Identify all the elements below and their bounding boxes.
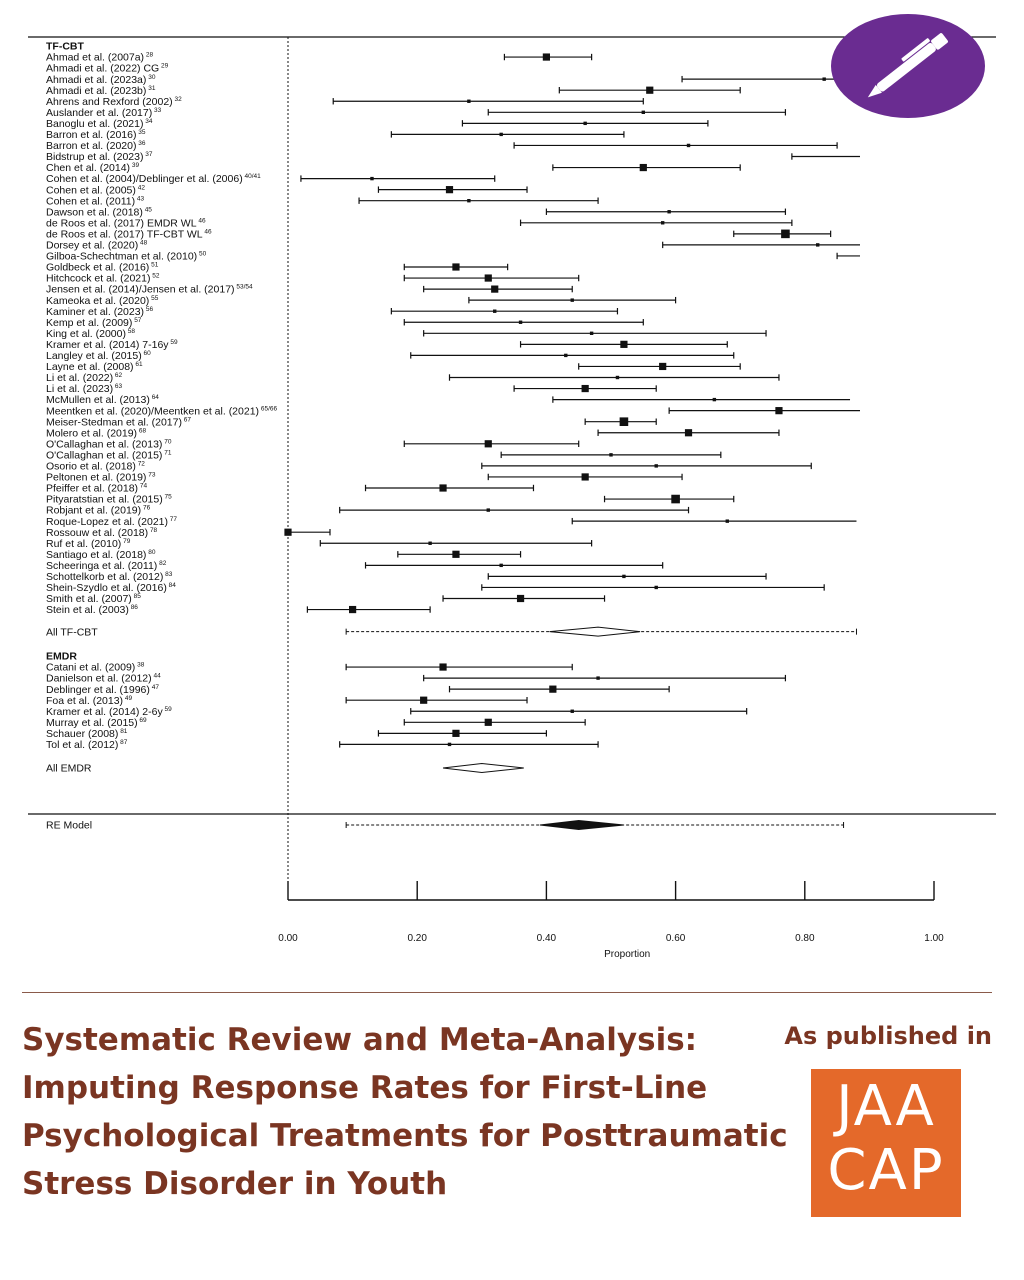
point-estimate	[499, 564, 502, 567]
point-estimate	[571, 298, 574, 301]
summary-diamond	[550, 627, 640, 636]
study-label: de Roos et al. (2017) EMDR WL $^{46}$	[46, 217, 206, 230]
study-label: Layne et al. (2008) $^{61}$	[46, 361, 143, 374]
point-estimate	[661, 221, 664, 224]
point-estimate	[642, 111, 645, 114]
study-label: Tol et al. (2012) $^{87}$	[46, 739, 128, 751]
published-in-label: As published in	[784, 1022, 992, 1050]
study-label: Auslander et al. (2017) $^{33}$	[46, 106, 162, 119]
group-title-emdr: EMDR	[46, 650, 77, 663]
study-label: Roque-Lopez et al. (2021) $^{77}$	[46, 515, 178, 528]
point-estimate	[655, 586, 658, 589]
study-label: Molero et al. (2019) $^{68}$	[46, 427, 147, 440]
study-label: Kaminer et al. (2023) $^{56}$	[46, 305, 154, 318]
point-estimate	[582, 385, 589, 392]
point-estimate	[349, 606, 356, 613]
point-estimate	[685, 429, 692, 436]
point-estimate	[485, 719, 492, 726]
point-estimate	[452, 730, 459, 737]
study-label: Schauer (2008) $^{81}$	[46, 727, 128, 740]
study-label: Catani et al. (2009) $^{38}$	[46, 661, 145, 674]
study-label: Meiser-Stedman et al. (2017) $^{67}$	[46, 416, 192, 429]
study-label: Shein-Szydlo et al. (2016) $^{84}$	[46, 582, 176, 595]
study-label: Li et al. (2022) $^{62}$	[46, 372, 123, 385]
study-label: Cohen et al. (2005) $^{42}$	[46, 184, 145, 197]
study-label: Li et al. (2023) $^{63}$	[46, 383, 123, 396]
point-estimate	[622, 575, 625, 578]
study-label: Cohen et al. (2011) $^{43}$	[46, 195, 145, 208]
point-estimate	[775, 407, 782, 414]
study-label: McMullen et al. (2013) $^{64}$	[46, 394, 159, 407]
study-label: Barron et al. (2016) $^{35}$	[46, 129, 146, 141]
study-label: Ahmadi et al. (2022) CG $^{29}$	[46, 62, 169, 75]
point-estimate	[620, 341, 627, 348]
point-estimate	[491, 286, 498, 293]
study-label: Scheeringa et al. (2011) $^{82}$	[46, 559, 167, 572]
point-estimate	[517, 595, 524, 602]
study-label: Stein et al. (2003) $^{86}$	[46, 604, 138, 617]
point-estimate	[439, 484, 446, 491]
summary-label: All TF-CBT	[46, 626, 98, 639]
point-estimate	[781, 230, 790, 239]
article-title: Systematic Review and Meta-Analysis: Imputing Response Rates for First-Line Psychological Treatments for Posttraumatic Stress Disorder in Youth	[22, 1022, 788, 1202]
point-estimate	[822, 77, 825, 80]
study-label: Jensen et al. (2014)/Jensen et al. (2017) $^{53/54}$	[46, 283, 253, 296]
point-estimate	[448, 743, 451, 746]
study-label: Ahmadi et al. (2023a) $^{30}$	[46, 73, 156, 86]
study-label: Ruf et al. (2010) $^{79}$	[46, 537, 131, 550]
point-estimate	[487, 508, 490, 511]
study-label: Pityaratstian et al. (2015) $^{75}$	[46, 493, 172, 506]
study-label: Pfeiffer et al. (2018) $^{74}$	[46, 482, 148, 495]
point-estimate	[816, 243, 819, 246]
study-label: Langley et al. (2015) $^{60}$	[46, 350, 151, 362]
study-label: O'Callaghan et al. (2013) $^{70}$	[46, 438, 172, 451]
summary-label: All EMDR	[46, 762, 92, 775]
point-estimate	[596, 676, 599, 679]
point-estimate	[726, 519, 729, 522]
x-tick-label: 0.40	[536, 933, 557, 944]
x-tick-label: 0.60	[665, 933, 686, 944]
study-label: de Roos et al. (2017) TF-CBT WL $^{46}$	[46, 228, 212, 241]
point-estimate	[493, 310, 496, 313]
point-estimate	[620, 417, 629, 426]
point-estimate	[713, 398, 716, 401]
point-estimate	[582, 473, 589, 480]
study-label: Smith et al. (2007) $^{85}$	[46, 593, 141, 606]
point-estimate	[655, 464, 658, 467]
study-label: Robjant et al. (2019) $^{76}$	[46, 504, 151, 517]
overall-label: RE Model	[46, 819, 93, 832]
study-label: Bidstrup et al. (2023) $^{37}$	[46, 151, 153, 164]
point-estimate	[659, 363, 666, 370]
study-label: Peltonen et al. (2019) $^{73}$	[46, 471, 156, 484]
point-estimate	[543, 53, 550, 60]
x-tick-label: 0.20	[407, 933, 427, 944]
study-label: Santiago et al. (2018) $^{80}$	[46, 548, 156, 561]
study-label: Foa et al. (2013) $^{49}$	[46, 694, 133, 707]
point-estimate	[467, 100, 470, 103]
study-label: Dawson et al. (2018) $^{45}$	[46, 206, 152, 219]
point-estimate	[485, 440, 492, 447]
point-estimate	[370, 177, 373, 180]
point-estimate	[549, 686, 556, 693]
jaacap-logo: JAA CAP	[811, 1069, 961, 1217]
point-estimate	[519, 321, 522, 324]
study-label: Gilboa-Schechtman et al. (2010) $^{50}$	[46, 250, 207, 263]
study-label: Goldbeck et al. (2016) $^{51}$	[46, 261, 159, 274]
study-label: Kramer et al. (2014) 7-16y $^{59}$	[46, 338, 178, 351]
point-estimate	[687, 144, 690, 147]
group-title-tfcbt: TF-CBT	[46, 40, 84, 53]
point-estimate	[446, 186, 453, 193]
point-estimate	[571, 710, 574, 713]
point-estimate	[452, 263, 459, 270]
point-estimate	[499, 133, 502, 136]
point-estimate	[583, 122, 586, 125]
study-label: King et al. (2000) $^{58}$	[46, 327, 136, 340]
point-estimate	[671, 495, 680, 504]
point-estimate	[452, 551, 459, 558]
study-label: Barron et al. (2020) $^{36}$	[46, 140, 146, 153]
pen-icon	[831, 14, 985, 118]
study-label: Hitchcock et al. (2021) $^{52}$	[46, 272, 160, 285]
x-tick-label: 1.00	[924, 933, 944, 944]
point-estimate	[609, 453, 612, 456]
study-label: Chen et al. (2014) $^{39}$	[46, 162, 140, 175]
pen-badge	[831, 14, 985, 118]
point-estimate	[590, 332, 593, 335]
point-estimate	[485, 274, 492, 281]
study-label: Banoglu et al. (2021) $^{34}$	[46, 117, 153, 130]
study-label: Cohen et al. (2004)/Deblinger et al. (2006) $^{40/41}$	[46, 173, 261, 186]
point-estimate	[439, 663, 446, 670]
point-estimate	[420, 697, 427, 704]
study-label: Ahrens and Rexford (2002) $^{32}$	[46, 95, 182, 108]
summary-diamond	[443, 764, 524, 773]
study-label: Rossouw et al. (2018) $^{78}$	[46, 526, 158, 539]
x-axis-title: Proportion	[604, 949, 651, 960]
point-estimate	[564, 354, 567, 357]
x-tick-label: 0.00	[278, 933, 298, 944]
study-label: Ahmad et al. (2007a) $^{28}$	[46, 51, 154, 64]
study-label: Dorsey et al. (2020) $^{48}$	[46, 239, 148, 252]
point-estimate	[428, 542, 431, 545]
study-label: Osorio et al. (2018) $^{72}$	[46, 460, 145, 473]
study-label: Kemp et al. (2009) $^{57}$	[46, 316, 142, 329]
overall-diamond	[540, 821, 624, 830]
point-estimate	[616, 376, 619, 379]
point-estimate	[646, 87, 653, 94]
point-estimate	[640, 164, 647, 171]
point-estimate	[667, 210, 670, 213]
study-label: Deblinger et al. (1996) $^{47}$	[46, 683, 159, 696]
x-tick-label: 0.80	[795, 933, 815, 944]
study-label: Meentken et al. (2020)/Meentken et al. (2021) $^{65/66}$	[46, 405, 278, 418]
study-label: Ahmadi et al. (2023b) $^{31}$	[46, 84, 156, 97]
study-label: Schottelkorb et al. (2012) $^{83}$	[46, 571, 173, 583]
study-label: O'Callaghan et al. (2015) $^{71}$	[46, 449, 172, 462]
study-label: Murray et al. (2015) $^{69}$	[46, 716, 147, 729]
point-estimate	[467, 199, 470, 202]
divider-rule	[22, 992, 992, 993]
study-label: Danielson et al. (2012) $^{44}$	[46, 672, 161, 685]
study-label: Kameoka et al. (2020) $^{55}$	[46, 294, 159, 307]
study-label: Kramer et al. (2014) 2-6y $^{59}$	[46, 705, 172, 718]
